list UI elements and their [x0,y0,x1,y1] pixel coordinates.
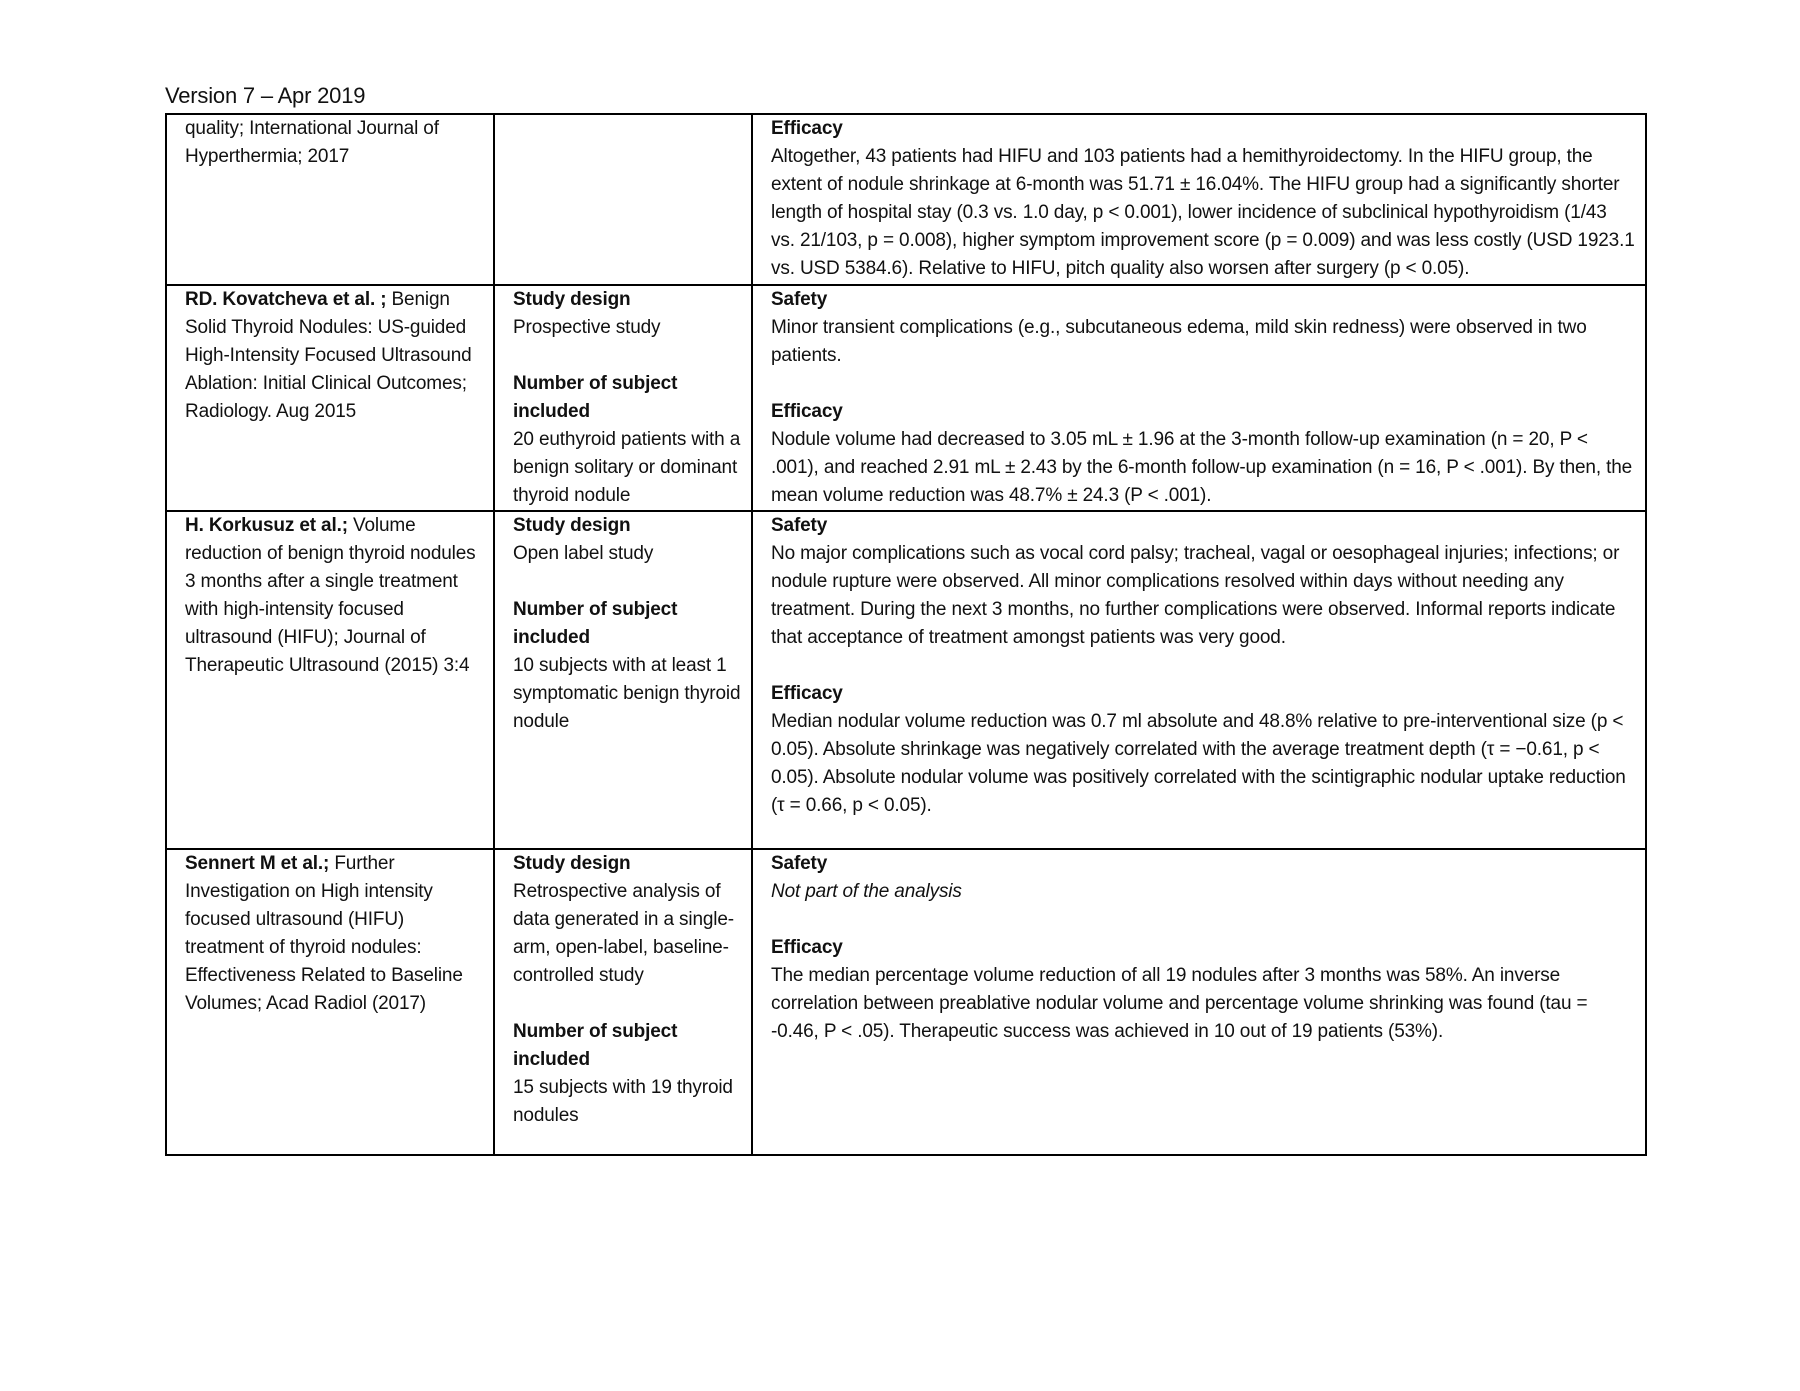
reference-cell [166,849,494,1155]
design-cell [494,511,752,849]
subjects-value: 20 euthyroid patients with a benign solitary or dominant thyroid nodule [513,429,741,506]
efficacy-text: Nodule volume had decreased to 3.05 mL ± 1.96 at the 3-month follow-up examination (n = 20, P < .001), and reached 2.91 mL ± 2.43 by the 6-month follow-up examination (n = 16, P < .001). By then, the mean volume reduction was 48.7% ± 24.3 (P < .001). [771,429,1633,506]
table-row [166,849,1646,1155]
study-design-value: Prospective study [513,317,661,338]
outcome-cell [752,114,1646,285]
study-design-heading: Study design [513,289,631,310]
safety-text: Not part of the analysis [771,881,962,902]
safety-heading: Safety [771,515,828,536]
spacer [513,342,741,370]
spacer [771,370,1635,398]
reference-text: quality; International Journal of Hyperthermia; 2017 [185,118,439,167]
subjects-heading: Number of subject included [513,373,678,422]
outcome-cell [752,285,1646,511]
reference-cell [166,511,494,849]
clinical-evidence-table [165,113,1647,1156]
reference-author: H. Korkusuz et al.; [185,515,348,536]
efficacy-text: Median nodular volume reduction was 0.7 ml absolute and 48.8% relative to pre-interventional size (p < 0.05). Absolute shrinkage was negatively correlated with the average treatment depth (τ = −0.61, p < 0.05). Absolute nodular volume was positively correlated with the scintigraphic nodular uptake reduction (τ = 0.66, p < 0.05). [771,711,1626,816]
document-version-header: Version 7 – Apr 2019 [165,83,366,108]
efficacy-heading: Efficacy [771,118,843,139]
spacer [513,990,741,1018]
spacer [513,568,741,596]
reference-title: Further Investigation on High intensity focused ultrasound (HIFU) treatment of thyroid nodules: Effectiveness Related to Baseline Volumes; Acad Radiol (2017) [185,853,463,1014]
spacer [771,906,1635,934]
reference-cell [166,114,494,285]
efficacy-text: The median percentage volume reduction of all 19 nodules after 3 months was 58%. An inverse correlation between preablative nodular volume and percentage volume shrinking was found (tau = -0.46, P < .05). Therapeutic success was achieved in 10 out of 19 patients (53%). [771,965,1588,1042]
study-design-value: Retrospective analysis of data generated in a single-arm, open-label, baseline-controlled study [513,881,734,986]
spacer [771,652,1635,680]
table-row [166,114,1646,285]
subjects-heading: Number of subject included [513,599,678,648]
table-row [166,285,1646,511]
design-cell [494,114,752,285]
outcome-cell [752,849,1646,1155]
table-row [166,511,1646,849]
efficacy-text: Altogether, 43 patients had HIFU and 103 patients had a hemithyroidectomy. In the HIFU group, the extent of nodule shrinkage at 6-month was 51.71 ± 16.04%. The HIFU group had a significantly shorter length of hospital stay (0.3 vs. 1.0 day, p < 0.001), lower incidence of subclinical hypothyroidism (1/43 vs. 21/103, p = 0.008), higher symptom improvement score (p = 0.009) and was less costly (USD 1923.1 vs. USD 5384.6). Relative to HIFU, pitch quality also worsen after surgery (p < 0.05). [771,146,1635,279]
reference-author: Sennert M et al.; [185,853,330,874]
safety-heading: Safety [771,289,828,310]
reference-title: Benign Solid Thyroid Nodules: US-guided High-Intensity Focused Ultrasound Ablation: Initial Clinical Outcomes; Radiology. Aug 2015 [185,289,472,422]
reference-author: RD. Kovatcheva et al. ; [185,289,387,310]
efficacy-heading: Efficacy [771,937,843,958]
design-cell [494,285,752,511]
study-design-value: Open label study [513,543,654,564]
subjects-heading: Number of subject included [513,1021,678,1070]
study-design-heading: Study design [513,853,631,874]
safety-text: Minor transient complications (e.g., subcutaneous edema, mild skin redness) were observed in two patients. [771,317,1587,366]
subjects-value: 15 subjects with 19 thyroid nodules [513,1077,733,1126]
subjects-value: 10 subjects with at least 1 symptomatic benign thyroid nodule [513,655,741,732]
reference-cell [166,285,494,511]
study-design-heading: Study design [513,515,631,536]
efficacy-heading: Efficacy [771,683,843,704]
safety-heading: Safety [771,853,828,874]
safety-text: No major complications such as vocal cord palsy; tracheal, vagal or oesophageal injuries; infections; or nodule rupture were observed. All minor complications resolved within days without needing any treatment. During the next 3 months, no further complications were observed. Informal reports indicate that acceptance of treatment amongst patients was very good. [771,543,1620,648]
efficacy-heading: Efficacy [771,401,843,422]
design-cell [494,849,752,1155]
outcome-cell [752,511,1646,849]
reference-title: Volume reduction of benign thyroid nodules 3 months after a single treatment with high-intensity focused ultrasound (HIFU); Journal of Therapeutic Ultrasound (2015) 3:4 [185,515,476,676]
